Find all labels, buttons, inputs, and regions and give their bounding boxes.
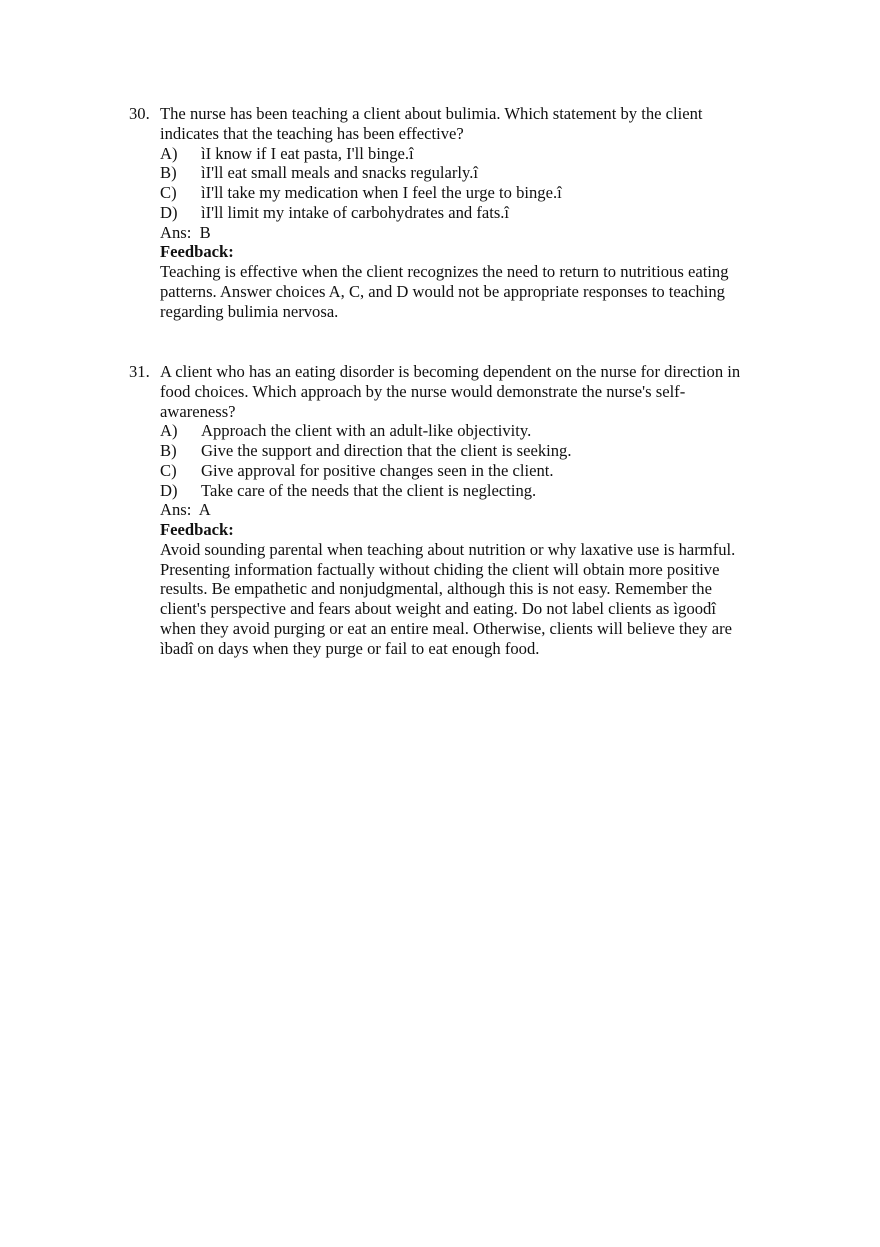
option-c — [160, 183, 789, 203]
feedback-line: regarding bulimia nervosa. — [160, 301, 339, 321]
feedback-line: client's perspective and fears about weight and eating. Do not label clients as ìgoodî — [160, 599, 716, 618]
question-stem-line: A client who has an eating disorder is becoming dependent on the nurse for direction in — [160, 362, 741, 381]
feedback-label: Feedback: — [160, 520, 234, 539]
option-text: Take care of the needs that the client is neglecting. — [201, 480, 537, 500]
question-31 — [129, 362, 789, 658]
feedback-line: when they avoid purging or eat an entire meal. Otherwise, clients will believe they are — [160, 618, 732, 638]
question-stem-line: awareness? — [160, 401, 236, 421]
option-letter: D) — [160, 480, 178, 500]
option-a — [160, 144, 789, 164]
answer: Ans: B — [160, 222, 211, 242]
feedback-line: Presenting information factually without chiding the client will obtain more positive — [160, 559, 720, 579]
feedback-line: ìbadî on days when they purge or fail to eat enough food. — [160, 638, 540, 658]
question-stem-line: indicates that the teaching has been effective? — [160, 123, 464, 143]
question-number: 30. — [129, 104, 150, 123]
option-letter: B) — [160, 163, 177, 183]
feedback-line: Teaching is effective when the client recognizes the need to return to nutritious eating — [160, 262, 729, 281]
option-b — [160, 441, 789, 461]
option-letter: D) — [160, 202, 178, 222]
feedback-line: Avoid sounding parental when teaching about nutrition or why laxative use is harmful. — [160, 539, 736, 559]
option-a — [160, 421, 789, 441]
option-b — [160, 163, 789, 183]
answer: Ans: A — [160, 500, 211, 520]
question-number: 31. — [129, 362, 150, 381]
option-d — [160, 203, 789, 223]
option-d — [160, 481, 789, 501]
question-stem-line: The nurse has been teaching a client about bulimia. Which statement by the client — [160, 104, 703, 123]
question-stem-line: food choices. Which approach by the nurse would demonstrate the nurse's self- — [160, 381, 686, 401]
option-text: ìI know if I eat pasta, I'll binge.î — [201, 143, 414, 163]
option-text: ìI'll take my medication when I feel the urge to binge.î — [201, 183, 562, 202]
option-letter: C) — [160, 183, 177, 202]
option-c — [160, 461, 789, 481]
option-text: Approach the client with an adult-like objectivity. — [201, 421, 532, 441]
feedback-label: Feedback: — [160, 242, 234, 262]
option-text: ìI'll limit my intake of carbohydrates and fats.î — [201, 202, 510, 222]
option-text: Give approval for positive changes seen in the client. — [201, 460, 554, 480]
option-letter: B) — [160, 441, 177, 460]
option-text: Give the support and direction that the client is seeking. — [201, 441, 572, 460]
feedback-line: results. Be empathetic and nonjudgmental, although this is not easy. Remember the — [160, 579, 712, 599]
feedback-line: patterns. Answer choices A, C, and D would not be appropriate responses to teaching — [160, 281, 725, 301]
question-30 — [129, 104, 789, 321]
option-letter: A) — [160, 143, 178, 163]
option-letter: A) — [160, 421, 178, 441]
option-text: ìI'll eat small meals and snacks regularly.î — [201, 163, 479, 183]
option-letter: C) — [160, 460, 177, 480]
